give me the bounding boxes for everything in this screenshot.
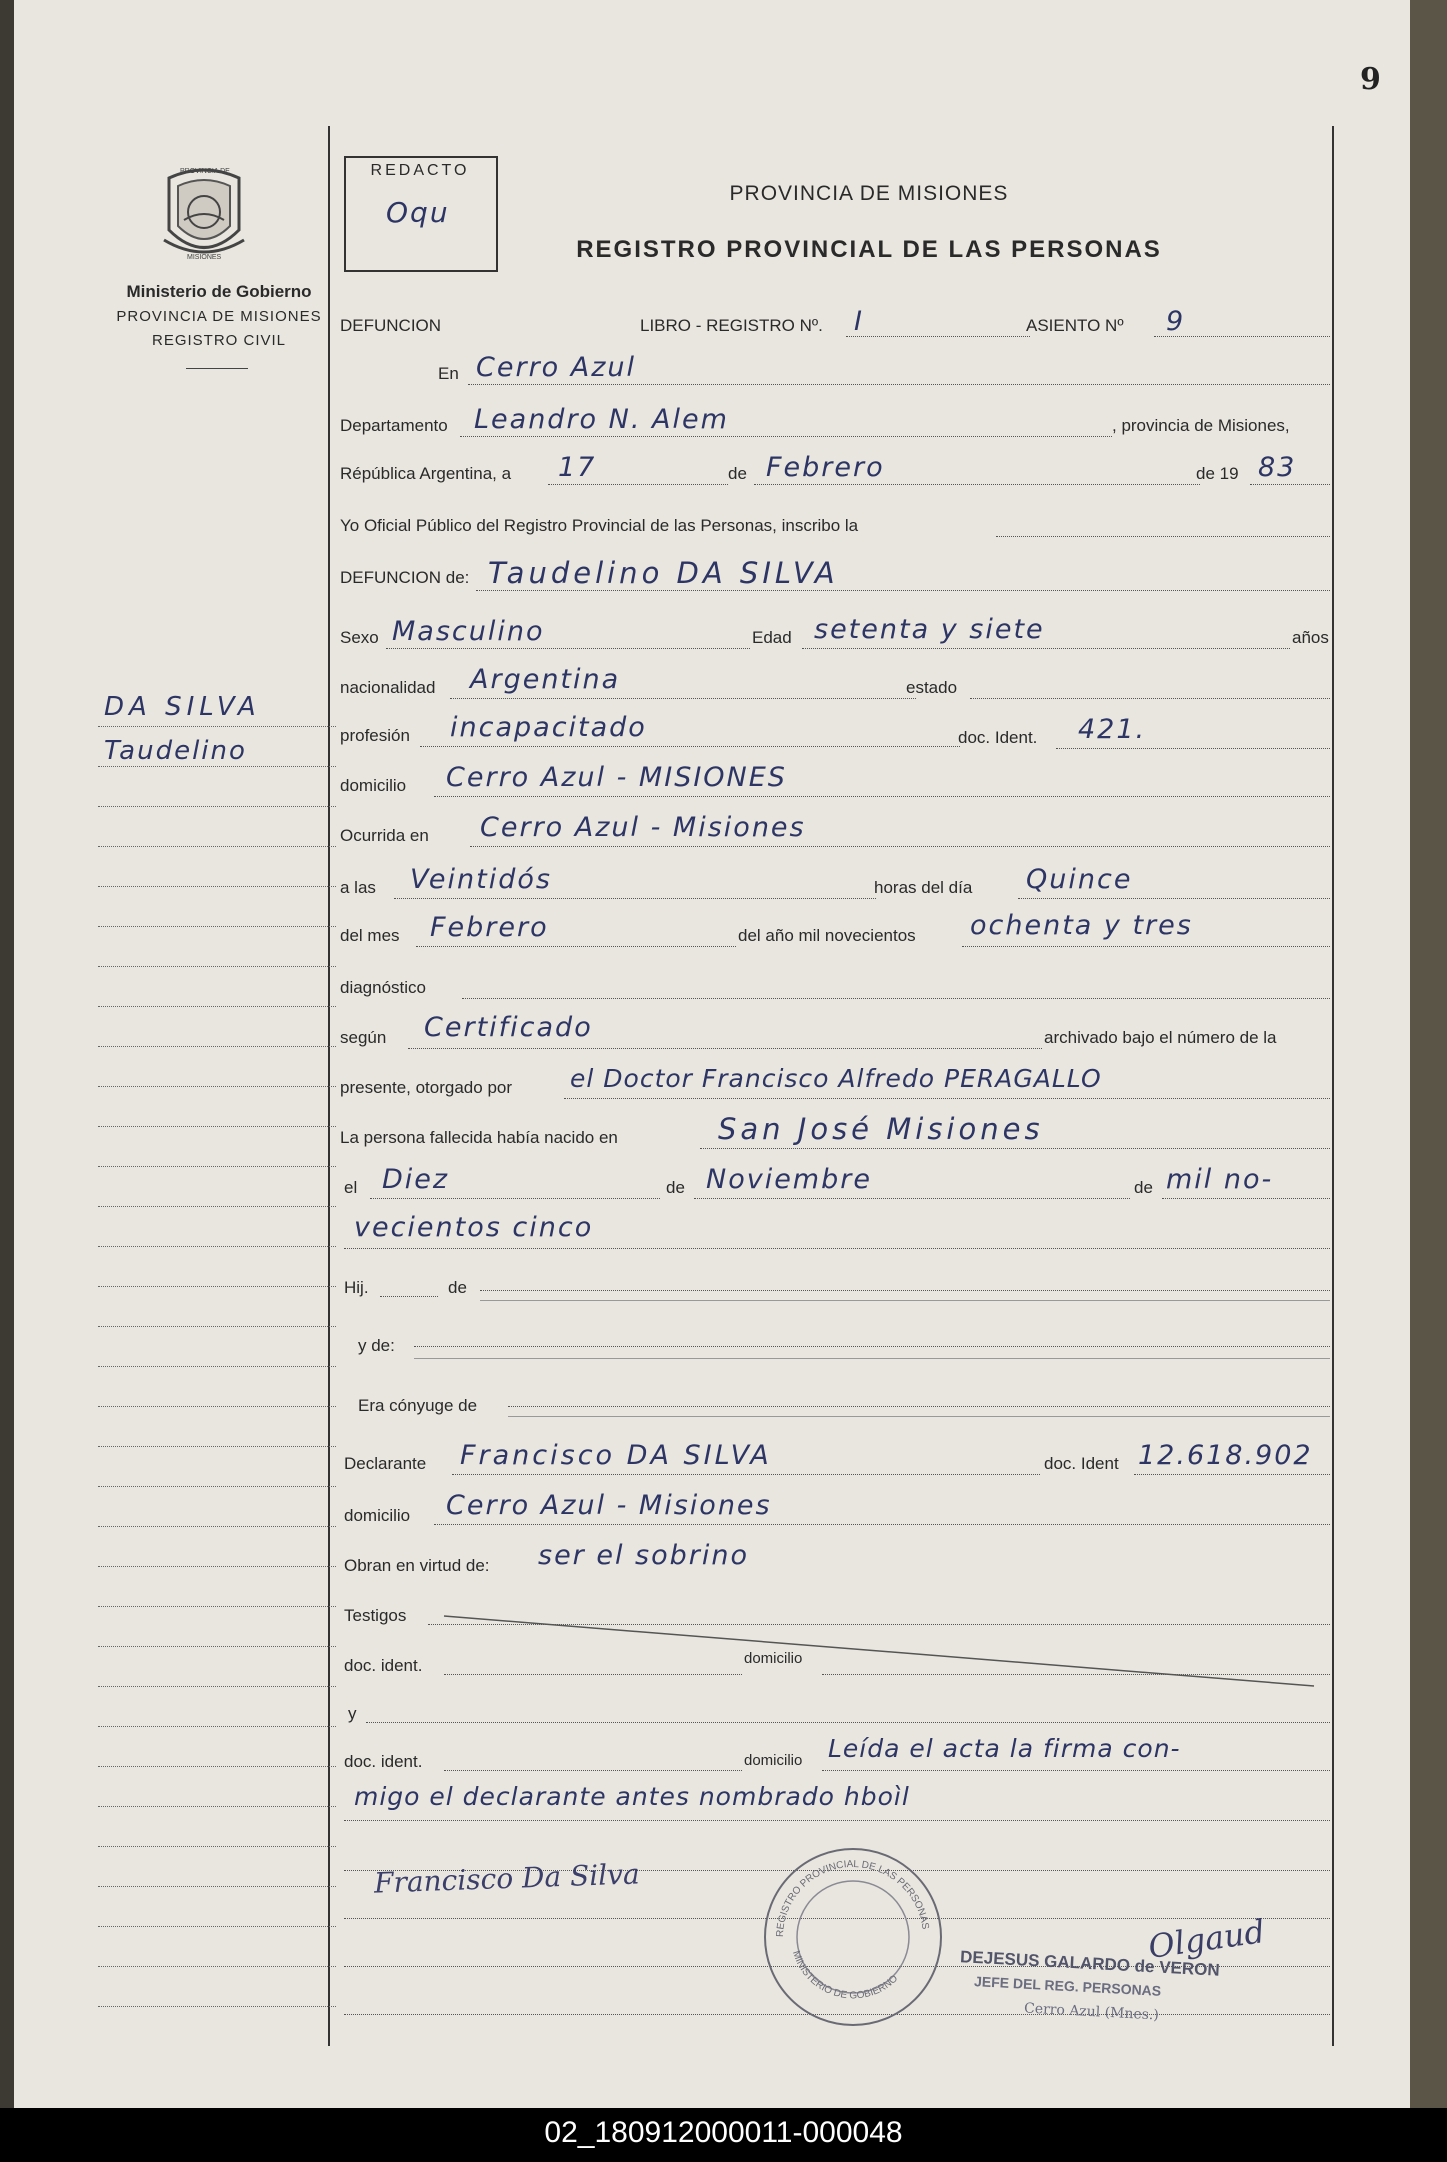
ministry-province: PROVINCIA DE MISIONES <box>116 308 322 325</box>
value-segun: Certificado <box>424 1012 593 1043</box>
value-nac-ano-2: vecientos cinco <box>354 1212 594 1243</box>
label-doc-ident: doc. Ident. <box>958 728 1038 747</box>
signature-declarante: Francisco Da Silva <box>373 1857 641 1900</box>
label-profesion: profesión <box>340 726 410 745</box>
label-republica: Répública Argentina, a <box>340 464 512 483</box>
label-de-nac-ano: de <box>1134 1178 1153 1197</box>
label-departamento: Departamento <box>340 416 448 435</box>
label-domicilio-testigo-1: domicilio <box>744 1650 803 1667</box>
label-anos: años <box>1292 628 1329 647</box>
label-diagnostico: diagnóstico <box>340 978 427 997</box>
value-sexo: Masculino <box>392 616 545 647</box>
value-doc: 421. <box>1078 714 1147 745</box>
header-province: PROVINCIA DE MISIONES <box>729 182 1009 205</box>
label-y: y <box>348 1704 357 1723</box>
label-del-mes: del mes <box>340 926 400 945</box>
form-right-border <box>1332 126 1334 2046</box>
signature-official: Olgaud <box>1145 1912 1268 1966</box>
stamp-name: DEJESUS GALARDO de VERON <box>959 1947 1221 1980</box>
label-de-19: de 19 <box>1196 464 1239 483</box>
value-otorgado: el Doctor Francisco Alfredo PERAGALLO <box>570 1064 1102 1093</box>
value-declarante: Francisco DA SILVA <box>460 1440 772 1471</box>
value-departamento: Leandro N. Alem <box>474 404 729 435</box>
ministry-divider <box>186 368 248 369</box>
label-horas: horas del día <box>874 878 973 897</box>
book-binding-left <box>0 0 14 2108</box>
redacto-label: REDACTO <box>370 162 470 179</box>
label-de-nac-mes: de <box>666 1178 685 1197</box>
label-conyuge: Era cónyuge de <box>358 1396 478 1415</box>
label-en: En <box>438 364 459 383</box>
label-doc-ident-testigo-1: doc. ident. <box>344 1656 423 1675</box>
footer-filename: 02_180912000011-000048 <box>544 2116 903 2149</box>
label-libro: LIBRO - REGISTRO Nº. <box>640 316 823 335</box>
label-de-mes: de <box>728 464 747 483</box>
value-obran: ser el sobrino <box>538 1540 750 1571</box>
label-persona: La persona fallecida había nacido en <box>340 1128 618 1147</box>
page-number: 9 <box>1360 62 1381 97</box>
label-declarante: Declarante <box>344 1454 427 1473</box>
label-edad: Edad <box>752 628 792 647</box>
label-presente: presente, otorgado por <box>340 1078 513 1097</box>
value-domicilio: Cerro Azul - MISIONES <box>446 762 787 793</box>
value-declarante-doc: 12.618.902 <box>1138 1440 1313 1471</box>
value-declarante-domicilio: Cerro Azul - Misiones <box>446 1490 772 1521</box>
label-nacionalidad: nacionalidad <box>340 678 436 697</box>
value-nombre: Taudelino DA SILVA <box>488 556 839 590</box>
header-title: REGISTRO PROVINCIAL DE LAS PERSONAS <box>576 236 1162 263</box>
document-page <box>14 0 1410 2108</box>
seal-bottom-text: MINISTERIO DE GOBIERNO <box>790 1949 901 2002</box>
value-dia-texto: Quince <box>1026 864 1133 895</box>
value-libro: I <box>854 306 864 337</box>
label-y-de: y de: <box>358 1336 395 1355</box>
margin-apellido: DA SILVA <box>104 692 261 722</box>
label-segun: según <box>340 1028 387 1047</box>
label-ocurrida: Ocurrida en <box>340 826 429 845</box>
stamp-location: Cerro Azul (Mnes.) <box>1023 2000 1160 2024</box>
value-nac-mes: Noviembre <box>706 1164 872 1195</box>
value-nacionalidad: Argentina <box>470 664 621 695</box>
label-domicilio-testigo-2: domicilio <box>744 1752 803 1769</box>
label-declarante-doc: doc. Ident <box>1044 1454 1119 1473</box>
label-hij: Hij. <box>344 1278 369 1297</box>
label-a-las: a las <box>340 878 376 897</box>
ministry-registry: REGISTRO CIVIL <box>151 332 287 349</box>
value-dia: 17 <box>558 452 597 483</box>
label-doc-ident-testigo-2: doc. ident. <box>344 1752 423 1771</box>
svg-text:MINISTERIO DE GOBIERNO <box>790 1949 900 2001</box>
label-defuncion-de: DEFUNCION de: <box>340 568 470 587</box>
label-defuncion: DEFUNCION <box>340 316 442 335</box>
value-ocurrida: Cerro Azul - Misiones <box>480 812 806 843</box>
label-sexo: Sexo <box>340 628 379 647</box>
label-testigos: Testigos <box>344 1606 407 1625</box>
value-nac-dia: Diez <box>382 1164 450 1195</box>
redacto-initials: Oqu <box>386 196 450 229</box>
label-oficial: Yo Oficial Público del Registro Provincial de las Personas, inscribo la <box>340 516 859 535</box>
official-round-seal <box>758 1842 948 2032</box>
ministry-title: Ministerio de Gobierno <box>126 282 312 301</box>
label-domicilio-declarante: domicilio <box>344 1506 411 1525</box>
value-asiento: 9 <box>1166 306 1186 337</box>
label-asiento: ASIENTO Nº <box>1026 316 1124 335</box>
label-provincia-misiones: , provincia de Misiones, <box>1112 416 1290 435</box>
value-profesion: incapacitado <box>450 712 647 743</box>
label-obran: Obran en virtud de: <box>344 1556 490 1575</box>
value-ano: 83 <box>1258 452 1297 483</box>
label-domicilio: domicilio <box>340 776 407 795</box>
seal-text-top: PROVINCIA DE <box>180 168 230 175</box>
value-hora: Veintidós <box>410 864 552 895</box>
stamp-title: JEFE DEL REG. PERSONAS <box>973 1973 1162 1999</box>
margin-nombre: Taudelino <box>104 736 247 766</box>
book-binding-right <box>1410 0 1447 2108</box>
seal-text-bottom: MISIONES <box>187 254 222 261</box>
cancel-stroke <box>434 1606 1334 1696</box>
value-en: Cerro Azul <box>476 352 637 383</box>
value-mes-muerte: Febrero <box>430 912 549 943</box>
label-hij-de: de <box>448 1278 467 1297</box>
label-el: el <box>344 1178 358 1197</box>
value-edad: setenta y siete <box>814 614 1045 645</box>
value-nacido-en: San José Misiones <box>718 1112 1044 1146</box>
value-nac-ano-1: mil no- <box>1166 1164 1274 1195</box>
value-mes: Febrero <box>766 452 885 483</box>
seal-ring-text: REGISTRO PROVINCIAL DE LAS PERSONAS <box>774 1858 931 1938</box>
value-ano-muerte: ochenta y tres <box>970 910 1193 941</box>
label-estado: estado <box>906 678 958 697</box>
value-closing-2: migo el declarante antes nombrado hboìl <box>354 1782 910 1811</box>
label-archivado: archivado bajo el número de la <box>1044 1028 1277 1047</box>
label-del-ano: del año mil novecientos <box>738 926 916 945</box>
value-closing-1: Leída el acta la firma con- <box>828 1734 1181 1763</box>
